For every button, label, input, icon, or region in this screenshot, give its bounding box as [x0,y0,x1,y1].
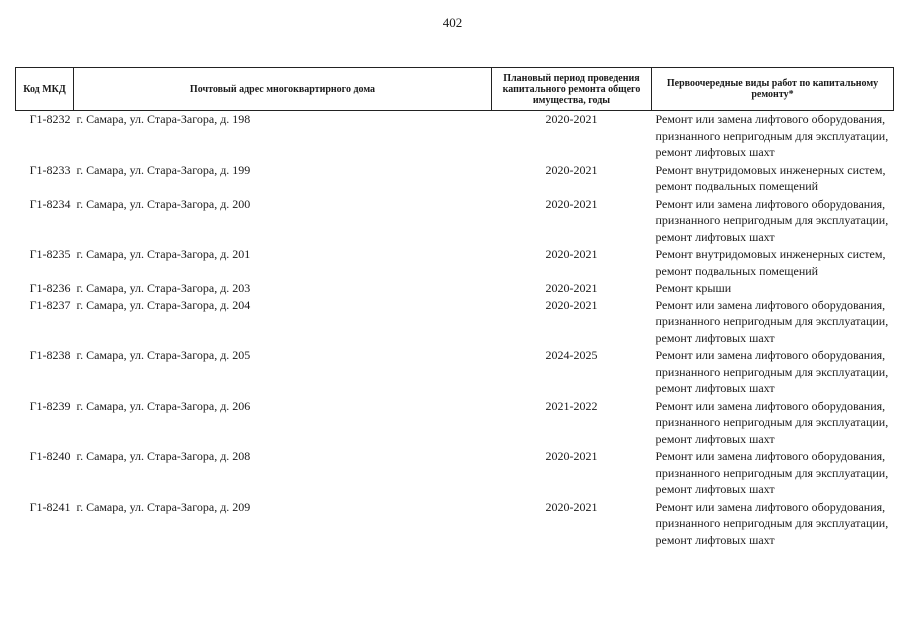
table-row [16,280,894,297]
cell-code: Г1-8239 [29,398,71,413]
cell-code: Г1-8240 [29,449,71,463]
cell-address: г. Самара, ул. Стара-Загора, д. 208 [76,449,251,463]
cell-period: 2021-2022 [545,398,598,413]
cell-works: Ремонт или замена лифтового оборудования, признанного непригодным для эксплуатации, ремонт лифтовых шахт [655,348,889,395]
cell-works: Ремонт или замена лифтового оборудования, признанного непригодным для эксплуатации, ремонт лифтовых шахт [655,196,889,244]
cell-code: Г1-8232 [29,112,71,126]
cell-works: Ремонт или замена лифтового оборудования, признанного непригодным для эксплуатации, ремонт лифтовых шахт [655,297,889,345]
cell-period: 2020-2021 [545,281,598,295]
table-row [16,196,894,247]
cell-code: Г1-8238 [29,348,71,362]
cell-works: Ремонт или замена лифтового оборудования, признанного непригодным для эксплуатации, ремонт лифтовых шахт [655,449,889,496]
table-row [16,448,894,499]
cell-address: г. Самара, ул. Стара-Загора, д. 198 [76,112,251,126]
cell-address: г. Самара, ул. Стара-Загора, д. 209 [76,499,251,514]
cell-address: г. Самара, ул. Стара-Загора, д. 200 [76,196,251,211]
header-works: Первоочередные виды работ по капитальному ремонту* [652,68,894,111]
table-header-row [16,68,894,111]
page-number: 402 [442,15,463,30]
cell-address: г. Самара, ул. Стара-Загора, д. 204 [76,297,251,312]
table-row [16,398,894,449]
cell-code: Г1-8235 [29,247,71,261]
cell-address: г. Самара, ул. Стара-Загора, д. 206 [76,398,251,413]
cell-address: г. Самара, ул. Стара-Загора, д. 205 [76,348,251,362]
cell-address: г. Самара, ул. Стара-Загора, д. 199 [76,162,251,177]
cell-works: Ремонт внутридомовых инженерных систем, ремонт подвальных помещений [655,247,886,278]
table-row [16,111,894,162]
cell-period: 2020-2021 [545,297,598,312]
cell-code: Г1-8234 [29,196,71,211]
cell-code: Г1-8241 [29,499,71,514]
header-address: Почтовый адрес многоквартирного дома [74,68,492,111]
cell-address: г. Самара, ул. Стара-Загора, д. 203 [76,281,251,295]
header-period: Плановый период проведения капитального ремонта общего имущества, годы [492,68,652,111]
cell-period: 2020-2021 [545,112,598,126]
cell-works: Ремонт крыши [655,281,732,295]
cell-works: Ремонт или замена лифтового оборудования, признанного непригодным для эксплуатации, ремонт лифтовых шахт [655,112,889,159]
cell-period: 2020-2021 [545,162,598,177]
table-row [16,347,894,398]
cell-works: Ремонт или замена лифтового оборудования, признанного непригодным для эксплуатации, ремонт лифтовых шахт [655,499,889,547]
header-code: Код МКД [16,68,74,111]
cell-period: 2020-2021 [545,499,598,514]
table-row [16,162,894,196]
table-row [16,499,894,549]
cell-works: Ремонт или замена лифтового оборудования, признанного непригодным для эксплуатации, ремонт лифтовых шахт [655,398,889,446]
capital-repair-table [15,67,893,548]
cell-period: 2020-2021 [545,247,598,261]
cell-address: г. Самара, ул. Стара-Загора, д. 201 [76,247,251,261]
cell-period: 2020-2021 [545,449,598,463]
cell-code: Г1-8237 [29,297,71,312]
cell-period: 2020-2021 [545,196,598,211]
table-row [16,246,894,280]
table-row [16,297,894,348]
cell-code: Г1-8233 [29,162,71,177]
cell-works: Ремонт внутридомовых инженерных систем, ремонт подвальных помещений [655,162,886,193]
cell-code: Г1-8236 [29,281,71,295]
cell-period: 2024-2025 [545,348,598,362]
